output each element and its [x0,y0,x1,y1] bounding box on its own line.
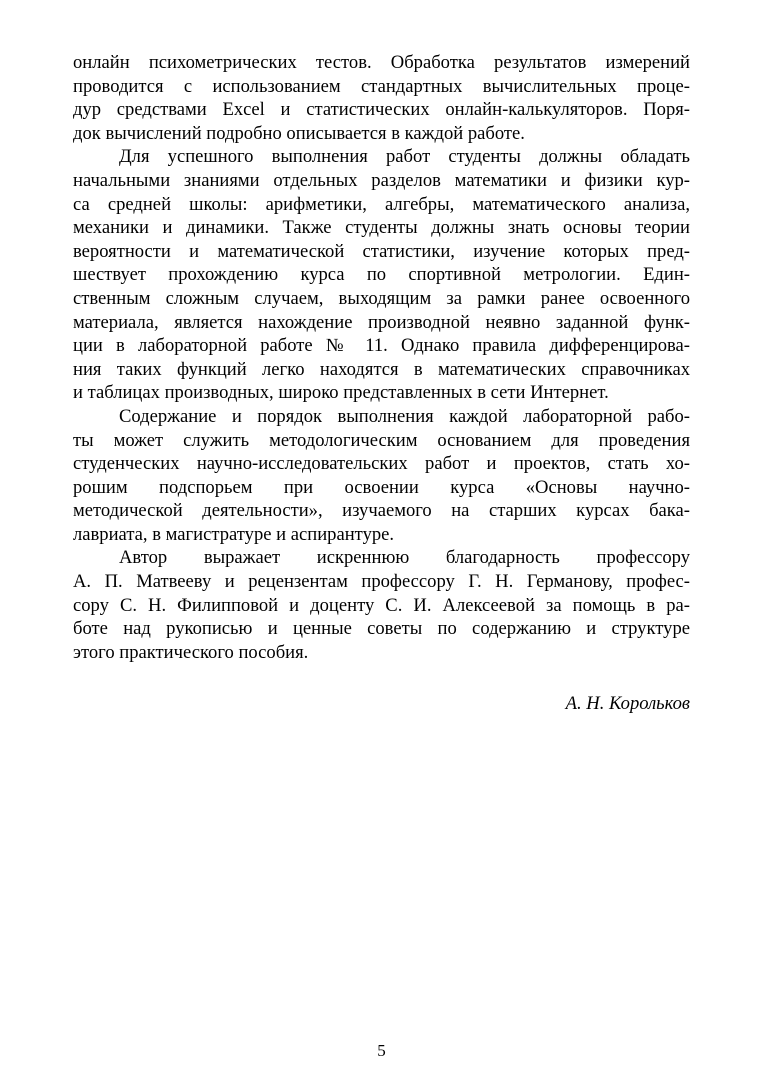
text-line: Автор выражает искреннюю благодарность профессору [119,547,690,569]
text-line: материала, является нахождение производной неявно заданной функ- [73,311,690,333]
paragraph-processing [73,51,690,145]
page-body [73,51,690,664]
text-line: проводится с использованием стандартных вычислительных проце- [73,75,690,97]
text-line: са средней школы: арифметики, алгебры, математического анализа, [73,193,690,215]
text-line: Содержание и порядок выполнения каждой лабораторной рабо- [119,405,690,427]
text-line: шествует прохождению курса по спортивной метрологии. Един- [73,264,690,286]
text-line: ты может служить методологическим основанием для проведения [73,429,690,451]
text-line: А. П. Матвееву и рецензентам профессору Г. Н. Германову, профес- [73,571,690,593]
text-line: ции в лабораторной работе № 11. Однако правила дифференцирова- [73,335,690,357]
text-line: лавриата, в магистратуре и аспирантуре. [73,523,395,545]
paragraph-methodology [73,405,690,547]
text-line: ния таких функций легко находятся в математических справочниках [73,358,690,380]
text-line: ственным сложным случаем, выходящим за рамки ранее освоенного [73,287,690,309]
text-line: Для успешного выполнения работ студенты должны обладать [119,146,690,168]
text-line: начальными знаниями отдельных разделов математики и физики кур- [73,169,690,191]
text-line: дур средствами Excel и статистических онлайн-калькуляторов. Поря- [73,99,690,121]
text-line: этого практического пособия. [73,641,309,663]
paragraph-prerequisites [73,145,690,405]
text-line: методической деятельности», изучаемого на старших курсах бака- [73,500,690,522]
text-line: и таблицах производных, широко представленных в сети Интернет. [73,382,609,404]
text-line: рошим подспорьем при освоении курса «Основы научно- [73,476,690,498]
text-line: механики и динамики. Также студенты должны знать основы теории [73,217,690,239]
text-line: онлайн психометрических тестов. Обработка результатов измерений [73,52,690,73]
text-line: сору С. Н. Филипповой и доценту С. И. Алексеевой за помощь в ра- [73,594,690,616]
text-line: док вычислений подробно описывается в каждой работе. [73,122,525,144]
page-number: 5 [377,1041,386,1060]
text-line: вероятности и математической статистики, изучение которых пред- [73,240,690,262]
author-signature: А. Н. Корольков [565,693,690,714]
text-line: студенческих научно-исследовательских работ и проектов, стать хо- [73,453,690,475]
text-line: боте над рукописью и ценные советы по содержанию и структуре [73,618,690,640]
paragraph-acknowledgements [73,546,690,664]
